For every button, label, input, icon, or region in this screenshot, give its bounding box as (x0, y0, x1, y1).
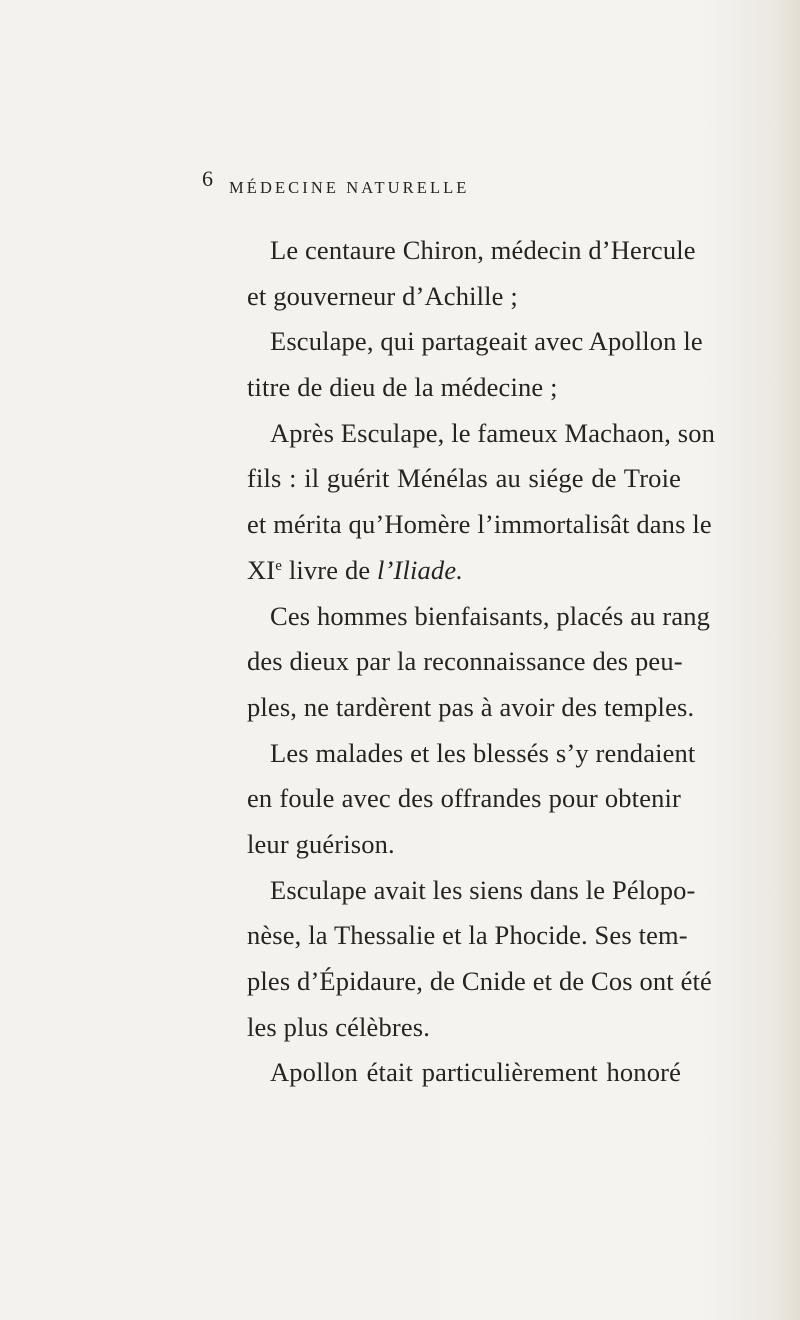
text-line: Esculape, qui partageait avec Apollon le (270, 326, 703, 357)
text-line: Les malades et les blessés s’y rendaient (270, 737, 696, 768)
running-title: MÉDECINE NATURELLE (229, 178, 470, 197)
text-line: en foule avec des offrandes pour obtenir (247, 783, 681, 814)
text-line: et mérita qu’Homère l’immortalisât dans le (247, 509, 712, 540)
text-line: Après Esculape, le fameux Machaon, son (270, 417, 716, 448)
text-line: des dieux par la reconnaissance des peu- (247, 646, 683, 677)
text-line: fils : il guérit Ménélas au siége de Troie (247, 463, 681, 494)
superscript: e (275, 557, 283, 574)
text-line (247, 548, 681, 594)
text-line: Le centaure Chiron, médecin d’Hercule (270, 235, 696, 265)
text-line: Esculape avait les siens dans le Pélopo- (270, 874, 696, 905)
text-fragment: livre de (282, 554, 378, 585)
text-line: Ces hommes bienfaisants, placés au rang (270, 600, 711, 631)
body-text (247, 228, 716, 1096)
text-line: les plus célèbres. (247, 1011, 430, 1042)
book-title: l’Iliade. (377, 554, 464, 585)
page-number: 6 (202, 166, 213, 191)
text-line: nèse, la Thessalie et la Phocide. Ses tem- (247, 920, 688, 951)
text-line: ples d’Épidaure, de Cnide et de Cos ont été (247, 966, 712, 996)
roman-numeral: XI (247, 554, 276, 585)
text-line: et gouverneur d’Achille ; (247, 280, 518, 311)
text-line: leur guérison. (247, 828, 395, 859)
text-line: titre de dieu de la médecine ; (247, 372, 558, 403)
text-line: Apollon était particulièrement honoré (270, 1057, 681, 1088)
text-line: ples, ne tardèrent pas à avoir des temples. (247, 691, 695, 722)
